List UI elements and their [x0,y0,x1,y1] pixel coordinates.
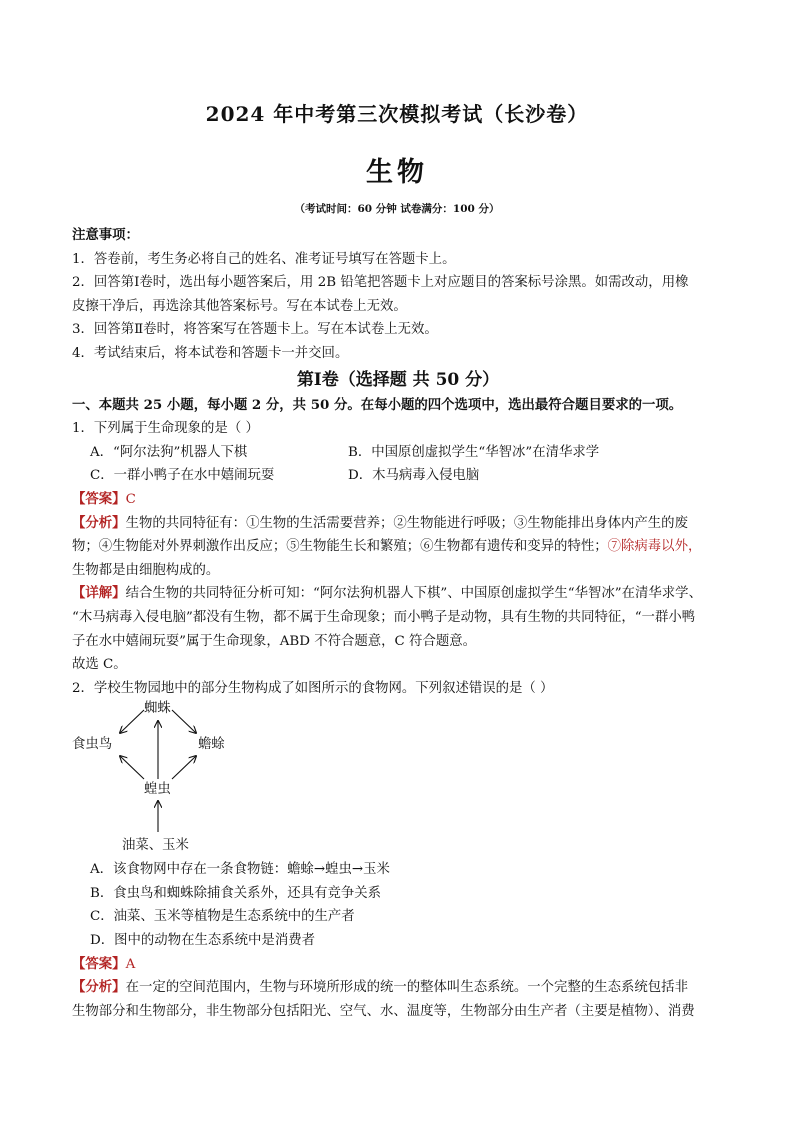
answer-value: A [125,956,136,972]
q2-analysis [72,976,724,1000]
q1-option-c: C．一群小鸭子在水中嬉闹玩耍 [90,468,275,484]
note-item: 2．回答第Ⅰ卷时，选出每小题答案后，用 2B 铅笔把答题卡上对应题目的答案标号涂黑。如需改动，用橡 [72,275,689,291]
analysis-text-highlight: ⑦除病毒以外， [607,539,702,555]
q1-option-d: D．木马病毒入侵电脑 [348,468,480,484]
q2-option-d: D．图中的动物在生态系统中是消费者 [90,933,315,949]
arrow-spider-to-bird [120,710,144,733]
node-locust: 蝗虫 [144,782,171,798]
note-item: 3．回答第Ⅱ卷时，将答案写在答题卡上。写在本试卷上无效。 [72,322,438,338]
node-plants: 油菜、玉米 [122,838,189,854]
answer-tag: 【答案】 [72,490,126,507]
q2-answer [72,953,724,977]
analysis-tag: 【分析】 [72,979,126,996]
q1-conclusion: 故选 C。 [72,657,127,673]
q1-analysis-cont [72,535,724,559]
q2-option-a: A．该食物网中存在一条食物链：蟾蜍→蝗虫→玉米 [90,862,390,878]
q1-analysis-cont: 生物都是由细胞构成的。 [72,562,220,578]
q1-option-b: B．中国原创虚拟学生“华智冰”在清华求学 [348,444,600,460]
question-1-options-row-1 [72,441,724,465]
answer-value: C [125,491,136,507]
analysis-text: 生物的共同特征有：①生物的生活需要营养；②生物能进行呼吸；③生物能排出身体内产生的废 [125,515,688,531]
question-1-stem: 1．下列属于生命现象的是（ ） [72,421,259,437]
section-instruction: 一、本题共 25 小题，每小题 2 分，共 50 分。在每小题的四个选项中，选出最符合题目要求的一项。 [72,396,683,413]
arrow-locust-to-toad [172,756,196,779]
question-1-options-row-2 [72,464,724,488]
analysis-tag: 【分析】 [72,514,126,531]
food-web-diagram [72,700,724,858]
note-item: 皮擦干净后，再选涂其他答案标号。写在本试卷上无效。 [72,298,407,314]
node-toad: 蟾蜍 [198,737,225,753]
document-body [72,224,724,1023]
node-spider: 蜘蛛 [144,701,171,717]
question-2-stem: 2．学校生物园地中的部分生物构成了如图所示的食物网。下列叙述错误的是（ ） [72,680,554,696]
subject-title: 生物 [366,157,428,188]
q1-analysis [72,512,724,536]
node-bird: 食虫鸟 [72,737,113,753]
analysis-text: 在一定的空间范围内，生物与环境所形成的统一的整体叫生态系统。一个完整的生态系统包括非 [125,980,688,996]
section-title: 第Ⅰ卷（选择题 共 50 分） [296,369,500,390]
page-title: 2024 年中考第三次模拟考试（长沙卷） [205,102,589,126]
q1-detail-cont: 子在水中嬉闹玩耍”属于生命现象，ABD 不符合题意，C 符合题意。 [72,633,477,649]
q1-detail-cont: “木马病毒入侵电脑”都没有生物，都不属于生命现象；而小鸭子是动物，具有生物的共同特征，“一群小鸭 [72,609,696,625]
exam-info: （考试时间：60 分钟 试卷满分：100 分） [294,203,500,215]
q2-option-c: C．油菜、玉米等植物是生态系统中的生产者 [90,909,355,925]
notes-heading: 注意事项： [72,227,139,243]
q2-analysis-cont: 生物部分和生物部分，非生物部分包括阳光、空气、水、温度等，生物部分由生产者（主要是植物）、消费 [72,1003,695,1019]
note-item: 1．答卷前，考生务必将自己的姓名、准考证号填写在答题卡上。 [72,251,456,267]
analysis-text: 物；④生物能对外界刺激作出反应；⑤生物能生长和繁殖；⑥生物都有遗传和变异的特性； [72,539,608,555]
note-item: 4．考试结束后，将本试卷和答题卡一并交回。 [72,345,349,361]
arrow-spider-to-toad [172,710,196,733]
q1-answer [72,488,724,512]
detail-tag: 【详解】 [72,585,126,602]
detail-text: 结合生物的共同特征分析可知：“阿尔法狗机器人下棋”、中国原创虚拟学生“华智冰”在清华求学、 [125,586,702,602]
q1-option-a: A．“阿尔法狗”机器人下棋 [90,444,248,460]
arrow-locust-to-bird [120,756,144,779]
answer-tag: 【答案】 [72,955,126,972]
q2-option-b: B．食虫鸟和蜘蛛除捕食关系外，还具有竞争关系 [90,885,382,901]
q1-detail [72,582,724,606]
